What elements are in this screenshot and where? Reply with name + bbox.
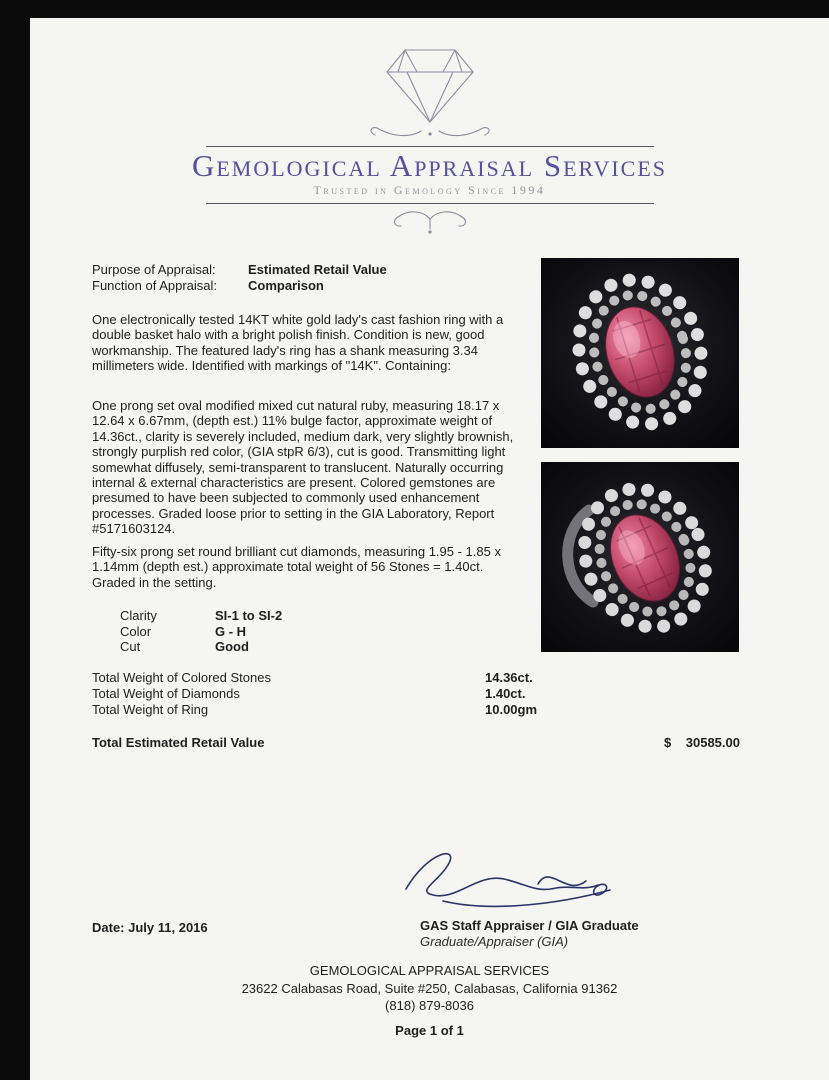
grading-row-cut [120, 639, 420, 655]
grading-row-clarity [120, 608, 420, 624]
diamond-logo-icon [355, 40, 505, 142]
clarity-label: Clarity [120, 608, 157, 623]
description-paragraph-ruby: One prong set oval modified mixed cut natural ruby, measuring 18.17 x 12.64 x 6.67mm, (depth est.) 11% bulge factor, approximate weight of 14.36ct., clarity is severely included, medium dark, very slightly brownish, strongly purplish red color, (GIA stpR 6/3), cut is good. Transmitting light somewhat diffusely, semi-transparent to translucent. Naturally occurring internal & external characteristics are present. Colored gemstones are presumed to have been subjected to commonly used enhancement processes. Graded loose prior to setting in the GIA Laboratory, Report #5171603124. [92, 398, 514, 537]
footer-company: GEMOLOGICAL APPRAISAL SERVICES [309, 963, 550, 978]
footer-phone: (818) 879-8036 [385, 998, 474, 1013]
document-header [30, 40, 829, 236]
cut-label: Cut [120, 639, 141, 655]
grading-row-color [120, 624, 420, 640]
appraiser-signature [388, 843, 628, 913]
colored-stones-value: 14.36ct. [485, 670, 533, 685]
ring-photo-bottom-image [541, 462, 739, 652]
ring-photo-top [541, 258, 739, 448]
ring-photo-top-image [541, 258, 739, 448]
color-label: Color [120, 623, 152, 639]
appraisal-purpose-block [92, 262, 522, 294]
appraiser-block [420, 918, 639, 950]
ring-photo-bottom [541, 462, 739, 652]
total-retail-value-row [92, 735, 740, 751]
description-paragraph-ring: One electronically tested 14KT white gold lady's cast fashion ring with a double basket halo with a bright polish finish. Condition is new, good workmanship. The featured lady's ring has a shank measuring 3.34 millimeters wide. Identified with markings of "14K". Containing: [92, 312, 504, 374]
ring-weight-value: 10.00gm [485, 702, 538, 717]
totals-row-diamonds [92, 686, 740, 702]
purpose-value: Estimated Retail Value [248, 262, 387, 277]
clarity-value: SI-1 to SI-2 [215, 608, 283, 623]
retail-value-label: Total Estimated Retail Value [92, 735, 265, 750]
document-footer [30, 962, 829, 1039]
footer-address: 23622 Calabasas Road, Suite #250, Calabasas, California 91362 [241, 980, 618, 996]
appraisal-date: Date: July 11, 2016 [92, 920, 208, 935]
function-row [92, 278, 522, 294]
color-value: G - H [215, 623, 247, 639]
header-rule-bottom [206, 203, 654, 204]
cut-value: Good [215, 639, 249, 655]
scan-border-top [0, 0, 829, 18]
purpose-row [92, 262, 522, 278]
diamonds-weight-value: 1.40ct. [485, 686, 526, 701]
ring-weight-label: Total Weight of Ring [92, 702, 209, 717]
colored-stones-label: Total Weight of Colored Stones [92, 670, 271, 685]
totals-row-ring [92, 702, 740, 718]
appraiser-title: GAS Staff Appraiser / GIA Graduate [420, 918, 639, 933]
scroll-ornament-icon [388, 206, 472, 236]
function-value: Comparison [248, 278, 324, 293]
page-number: Page 1 of 1 [395, 1022, 464, 1038]
description-paragraph-diamonds: Fifty-six prong set round brilliant cut diamonds, measuring 1.95 - 1.85 x 1.14mm (depth est.) approximate total weight of 56 Stones = 1.40ct. Graded in the setting. [92, 544, 501, 590]
scan-border-left [0, 0, 30, 1080]
company-title: Gemological Appraisal Services [191, 148, 668, 183]
diamonds-weight-label: Total Weight of Diamonds [92, 686, 240, 701]
purpose-label: Purpose of Appraisal: [92, 262, 216, 277]
retail-currency-symbol: $ [664, 735, 672, 750]
appraiser-subtitle: Graduate/Appraiser (GIA) [420, 934, 569, 949]
retail-value-amount: 30585.00 [685, 735, 740, 750]
totals-row-colored-stones [92, 670, 740, 686]
company-tagline: Trusted in Gemology Since 1994 [313, 183, 546, 197]
header-rule-top [206, 146, 654, 147]
diamond-grading-table [120, 608, 420, 655]
function-label: Function of Appraisal: [92, 278, 218, 293]
weight-totals-table [92, 670, 740, 718]
